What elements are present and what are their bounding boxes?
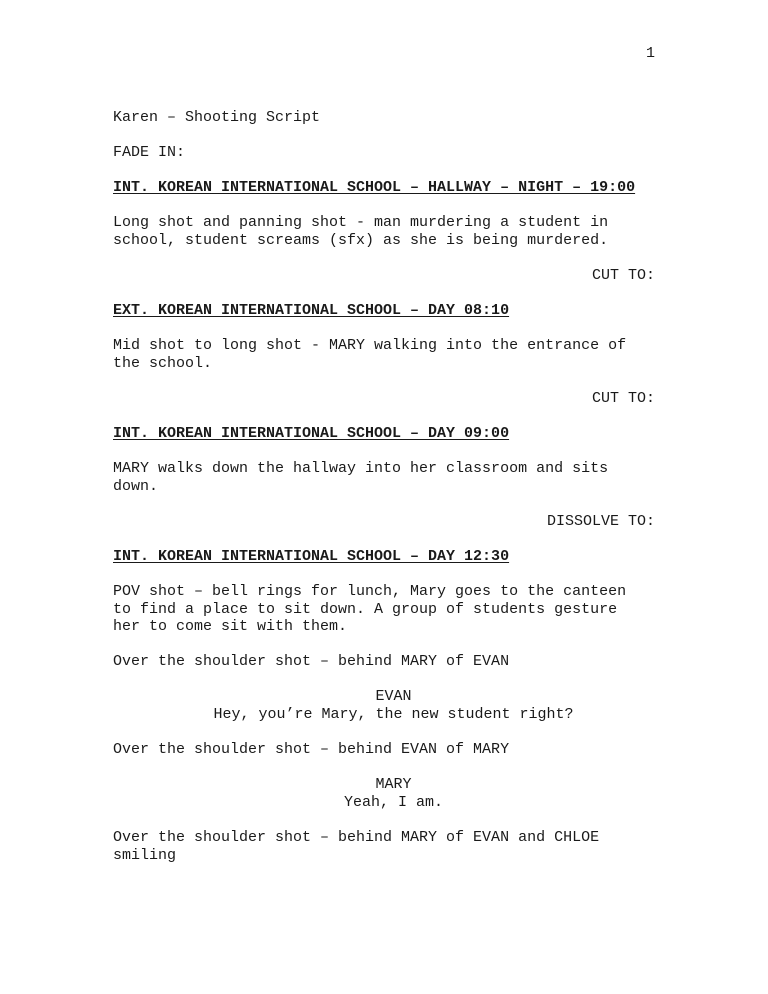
scene-2-action-line-1: Mid shot to long shot - MARY walking into the entrance of [113, 337, 627, 354]
scene-2-transition: CUT TO: [591, 390, 655, 407]
fade-in-transition: FADE IN: [113, 144, 186, 161]
scene-heading-4: INT. KOREAN INTERNATIONAL SCHOOL – DAY 12:30 [113, 548, 510, 565]
shot-description-3-line-2: smiling [113, 847, 177, 864]
scene-1-action-line-2: school, student screams (sfx) as she is being murdered. [113, 232, 609, 249]
script-title: Karen – Shooting Script [113, 109, 321, 126]
scene-3-transition: DISSOLVE TO: [546, 513, 655, 530]
dialogue-mary: Yeah, I am. [343, 794, 444, 811]
scene-4-action-line-3: her to come sit with them. [113, 618, 348, 635]
character-name-evan: EVAN [375, 688, 412, 705]
shot-description-1: Over the shoulder shot – behind MARY of EVAN [113, 653, 510, 670]
character-name-mary: MARY [375, 776, 412, 793]
scene-1-action-line-1: Long shot and panning shot - man murdering a student in [113, 214, 609, 231]
page-number: 1 [645, 45, 655, 62]
scene-2-action-line-2: the school. [113, 355, 213, 372]
scene-heading-2: EXT. KOREAN INTERNATIONAL SCHOOL – DAY 08:10 [113, 302, 510, 319]
scene-heading-1: INT. KOREAN INTERNATIONAL SCHOOL – HALLWAY – NIGHT – 19:00 [113, 179, 636, 196]
shot-description-2: Over the shoulder shot – behind EVAN of MARY [113, 741, 510, 758]
shot-description-3-line-1: Over the shoulder shot – behind MARY of EVAN and CHLOE [113, 829, 600, 846]
scene-4-action-line-1: POV shot – bell rings for lunch, Mary goes to the canteen [113, 583, 627, 600]
scene-1-transition: CUT TO: [591, 267, 655, 284]
scene-heading-3: INT. KOREAN INTERNATIONAL SCHOOL – DAY 09:00 [113, 425, 510, 442]
scene-3-action-line-2: down. [113, 478, 159, 495]
dialogue-evan: Hey, you’re Mary, the new student right? [213, 706, 574, 723]
scene-4-action-line-2: to find a place to sit down. A group of students gesture [113, 601, 618, 618]
scene-3-action-line-1: MARY walks down the hallway into her classroom and sits [113, 460, 609, 477]
